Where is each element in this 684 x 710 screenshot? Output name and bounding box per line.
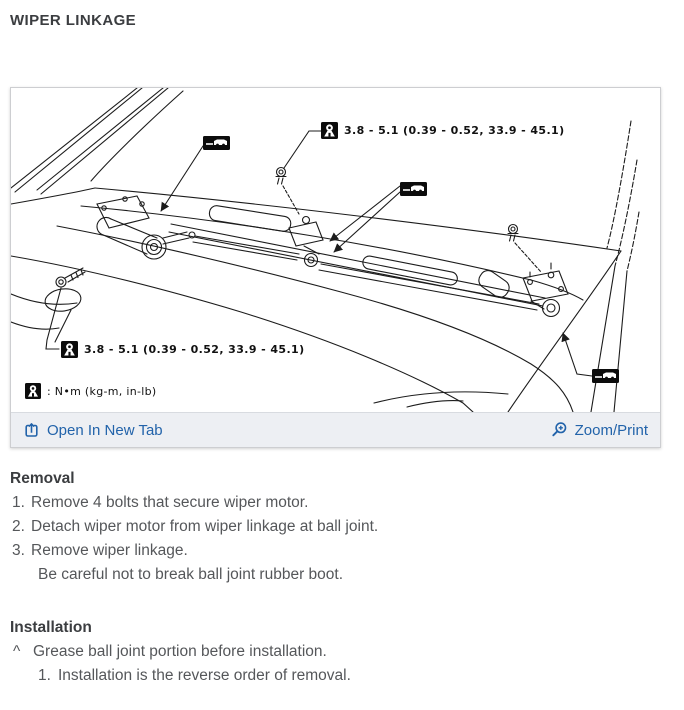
page-title: WIPER LINKAGE: [10, 12, 137, 29]
step-text: Installation is the reverse order of removal.: [58, 667, 351, 684]
zoom-print-label: Zoom/Print: [574, 421, 648, 439]
removal-section: [10, 467, 378, 587]
torque-icon: [25, 383, 41, 399]
torque-spec-top: [321, 122, 565, 139]
removal-caution-note: [10, 563, 378, 587]
installation-step-1: [10, 664, 351, 688]
note-marker: ^: [13, 643, 21, 660]
step-number: 3.: [12, 542, 25, 559]
note-text: Grease ball joint portion before installation.: [33, 643, 327, 660]
step-text: Remove wiper linkage.: [31, 542, 188, 559]
removal-heading: Removal: [10, 470, 75, 487]
wiper-part-pictogram-callout: [592, 369, 619, 383]
installation-section: [10, 616, 351, 688]
torque-legend: [25, 383, 156, 399]
open-in-new-tab-icon: [23, 422, 40, 439]
zoom-print-icon: [550, 421, 568, 439]
note-text: Be careful not to break ball joint rubber boot.: [38, 566, 344, 583]
removal-step-2: [10, 515, 378, 539]
wiper-part-pictogram-icon: [592, 369, 619, 383]
zoom-print-link[interactable]: [550, 421, 648, 439]
removal-step-3: [10, 539, 378, 563]
open-in-new-tab-link[interactable]: [23, 422, 163, 439]
step-number: 1.: [38, 667, 51, 684]
open-in-new-tab-label: Open In New Tab: [47, 421, 163, 439]
torque-spec-text: 3.8 - 5.1 (0.39 - 0.52, 33.9 - 45.1): [344, 124, 565, 137]
wiper-part-pictogram-callout: [400, 182, 427, 196]
torque-spec-text: 3.8 - 5.1 (0.39 - 0.52, 33.9 - 45.1): [84, 343, 305, 356]
diagram-area: [11, 88, 660, 412]
torque-legend-text: : N•m (kg-m, in-lb): [47, 384, 157, 398]
torque-icon: [321, 122, 338, 139]
step-text: Detach wiper motor from wiper linkage at ball joint.: [31, 518, 379, 535]
torque-icon: [61, 341, 78, 358]
figure-toolbar: [11, 412, 660, 447]
installation-note: [10, 640, 351, 664]
torque-spec-bottom: [61, 341, 305, 358]
step-text: Remove 4 bolts that secure wiper motor.: [31, 494, 309, 511]
wiper-part-pictogram-callout: [203, 136, 230, 150]
removal-step-1: [10, 491, 378, 515]
step-number: 1.: [12, 494, 25, 511]
wiper-linkage-figure: [10, 87, 661, 448]
wiper-part-pictogram-icon: [400, 182, 427, 196]
wiper-part-pictogram-icon: [203, 136, 230, 150]
step-number: 2.: [12, 518, 25, 535]
installation-heading: Installation: [10, 619, 92, 636]
